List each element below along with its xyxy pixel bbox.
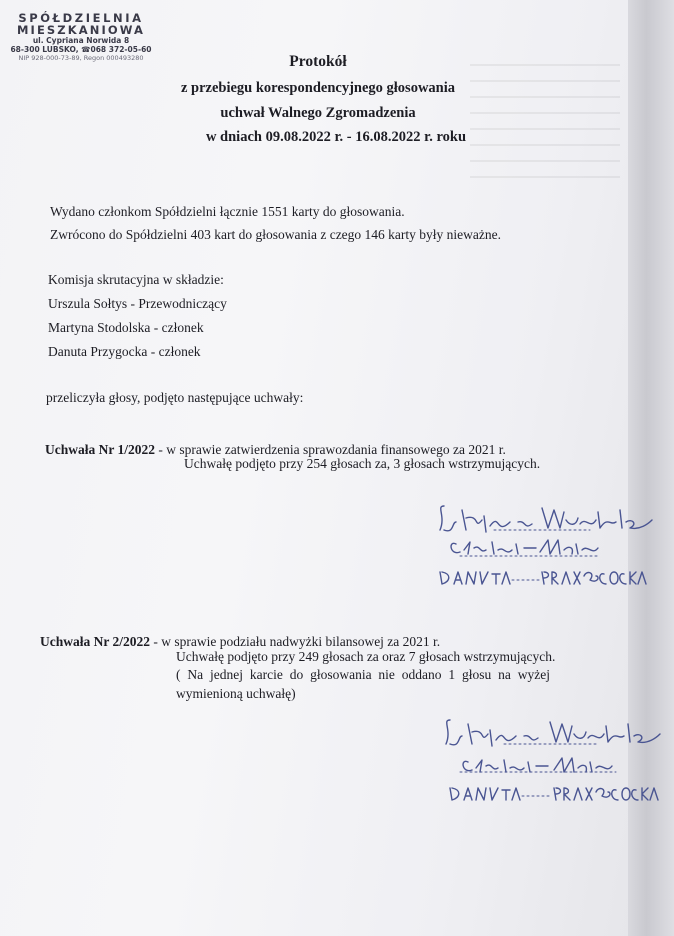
stamp-nip-regon: NIP 928-000-73-89, Regon 000493280 (18, 54, 144, 62)
signature-block-1 (440, 500, 660, 615)
committee-summary: przeliczyła głosy, podjęto następujące uchwały: (46, 390, 304, 405)
committee-member: Danuta Przygocka - członek (48, 344, 201, 359)
cards-issued: Wydano członkom Spółdzielni łącznie 1551 karty do głosowania. (50, 204, 405, 219)
committee-member: Martyna Stodolska - członek (48, 320, 204, 335)
title-line-2: z przebiegu korespondencyjnego głosowania (180, 80, 456, 96)
resolution-2-label: Uchwała Nr 2/2022 (40, 634, 150, 649)
resolution-2-heading (40, 634, 440, 650)
stamp-line-1: SPÓŁDZIELNIA (18, 11, 144, 25)
committee-intro: Komisja skrutacyjna w składzie: (48, 272, 224, 287)
resolution-2-note: ( Na jednej karcie do głosowania nie oddano 1 głosu na wyżej (176, 667, 551, 682)
cards-returned: Zwrócono do Spółdzielni 403 kart do głosowania z czego 146 karty były nieważne. (50, 227, 502, 242)
resolution-1-label: Uchwała Nr 1/2022 (45, 442, 155, 457)
resolution-2-note-cont: wymienioną uchwałę) (176, 686, 296, 701)
signature-block-2 (446, 718, 666, 823)
voting-dates: w dniach 09.08.2022 r. - 16.08.2022 r. roku (205, 129, 467, 145)
stamp-address: ul. Cypriana Norwida 8 (32, 36, 130, 45)
stamp-line-2: MIESZKANIOWA (17, 23, 145, 37)
page-title: Protokół (289, 53, 347, 70)
resolution-1-result: Uchwałę podjęto przy 254 głosach za, 3 głosach wstrzymujących. (184, 456, 541, 471)
committee-member: Urszula Sołtys - Przewodniczący (48, 296, 227, 311)
resolution-1-subject: - w sprawie zatwierdzenia sprawozdania finansowego za 2021 r. (155, 442, 506, 457)
stamp-city-phone: 68-300 LUBSKO, ☎068 372-05-60 (10, 45, 152, 54)
title-line-3: uchwał Walnego Zgromadzenia (220, 105, 416, 121)
resolution-2-result: Uchwałę podjęto przy 249 głosach za oraz 7 głosach wstrzymujących. (176, 649, 556, 664)
resolution-2-subject: - w sprawie podziału nadwyżki bilansowej za 2021 r. (150, 634, 441, 649)
